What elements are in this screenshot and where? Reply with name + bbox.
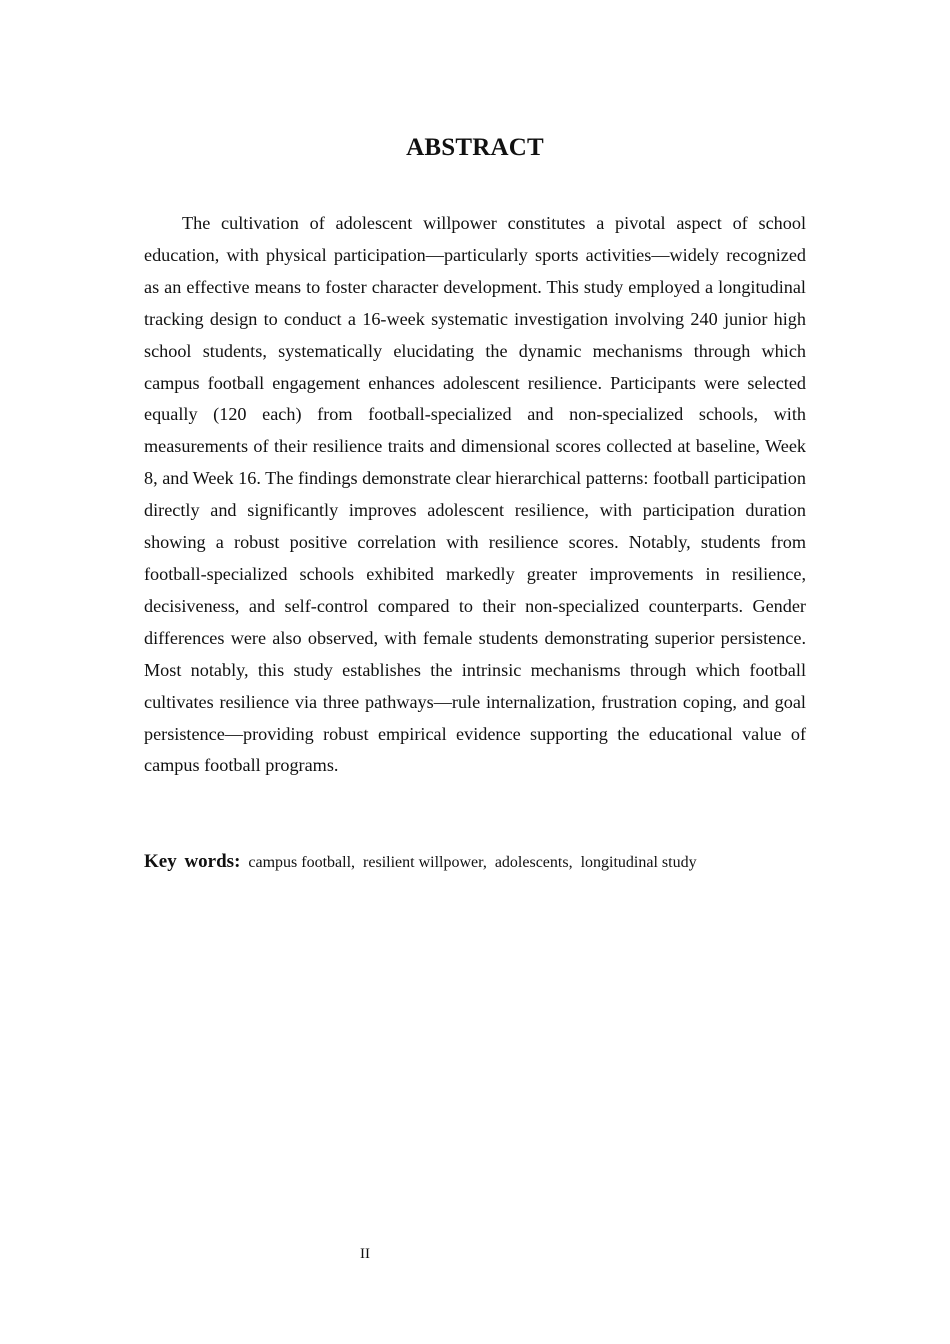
keywords-label: Key words: (144, 851, 241, 872)
abstract-title: ABSTRACT (406, 134, 544, 161)
abstract-body: The cultivation of adolescent willpower constitutes a pivotal aspect of school education, with physical participation—particularly sports activities—widely recognized as an effective means to foster character development. This study employed a longitudinal tracking design to conduct a 16-week systematic investigation involving 240 junior high school students, systematically elucidating the dynamic mechanisms through which campus football engagement enhances adolescent resilience. Participants were selected equally (120 each) from football-specialized and non-specialized schools, with measurements of their resilience traits and dimensional scores collected at baseline, Week 8, and Week 16. The findings demonstrate clear hierarchical patterns: football participation directly and significantly improves adolescent resilience, with participation duration showing a robust positive correlation with resilience scores. Notably, students from football-specialized schools exhibited markedly greater improvements in resilience, decisiveness, and self-control compared to their non-specialized counterparts. Gender differences were also observed, with female students demonstrating superior persistence. Most notably, this study establishes the intrinsic mechanisms through which football cultivates resilience via three pathways—rule internalization, frustration coping, and goal persistence—providing robust empirical evidence supporting the educational value of campus football programs. (144, 213, 806, 776)
page-number: II (360, 1246, 370, 1262)
keyword-item: campus football, (248, 854, 356, 871)
keywords-line (144, 848, 806, 877)
keyword-item: longitudinal study (580, 854, 697, 871)
keyword-item: adolescents, (494, 854, 573, 871)
keyword-item: resilient willpower, (363, 854, 487, 871)
